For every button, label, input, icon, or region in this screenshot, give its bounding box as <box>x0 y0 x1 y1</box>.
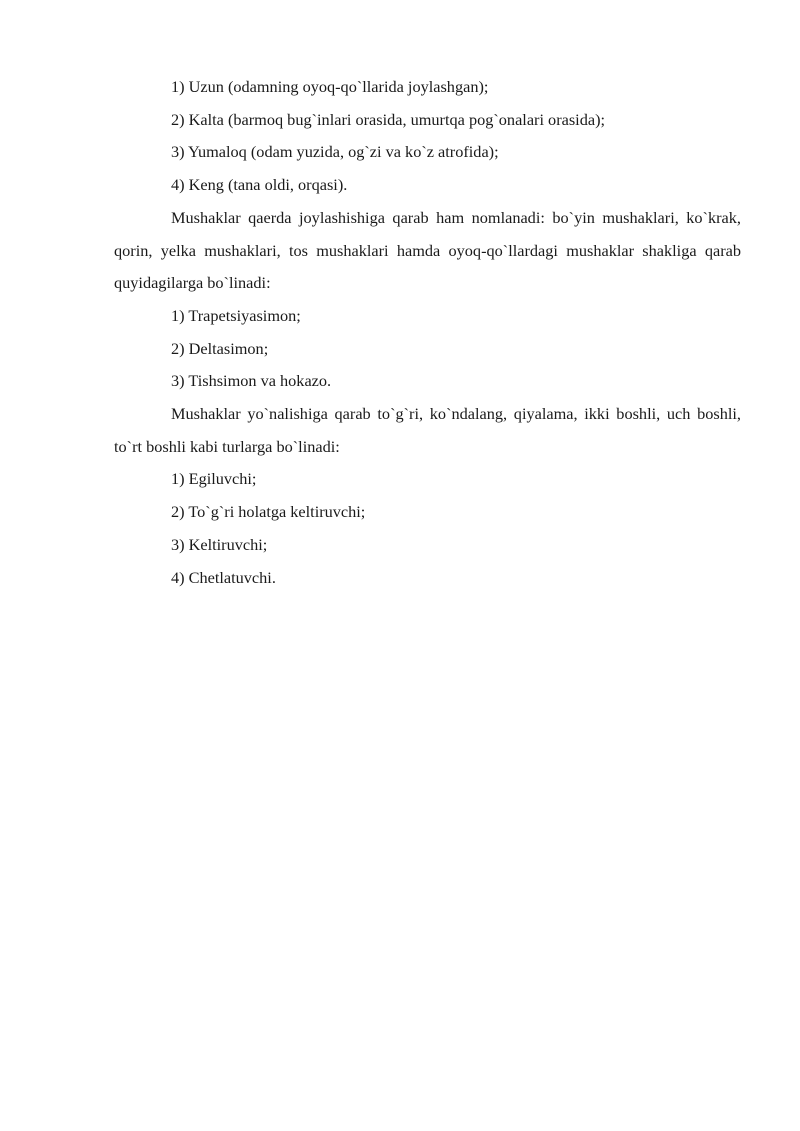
list-item: 3) Keltiruvchi; <box>171 534 268 554</box>
list-item: 3) Yumaloq (odam yuzida, og`zi va ko`z atrofida); <box>171 142 499 162</box>
paragraph-direction: Mushaklar yo`nalishiga qarab to`g`ri, ko`ndalang, qiyalama, ikki boshli, uch boshli, to`rt boshli kabi turlarga bo`linadi: <box>114 404 741 456</box>
list-item: 4) Keng (tana oldi, orqasi). <box>171 175 348 195</box>
list-item: 1) Trapetsiyasimon; <box>171 305 301 325</box>
list-item: 2) Deltasimon; <box>171 338 269 358</box>
list-item: 2) To`g`ri holatga keltiruvchi; <box>171 502 366 522</box>
list-item: 3) Tishsimon va hokazo. <box>171 371 332 391</box>
list-item: 1) Uzun (odamning oyoq-qo`llarida joylashgan); <box>171 77 489 96</box>
list-item: 4) Chetlatuvchi. <box>171 567 276 587</box>
list-item: 1) Egiluvchi; <box>171 469 257 489</box>
document-page <box>114 71 741 594</box>
paragraph-location: Mushaklar qaerda joylashishiga qarab ham nomlanadi: bo`yin mushaklari, ko`krak, qorin, yelka mushaklari, tos mushaklari hamda oyoq-qo`llardagi mushaklar shakliga qarab quyidagilarga bo`linadi: <box>114 207 741 293</box>
list-item: 2) Kalta (barmoq bug`inlari orasida, umurtqa pog`onalari orasida); <box>171 109 606 129</box>
